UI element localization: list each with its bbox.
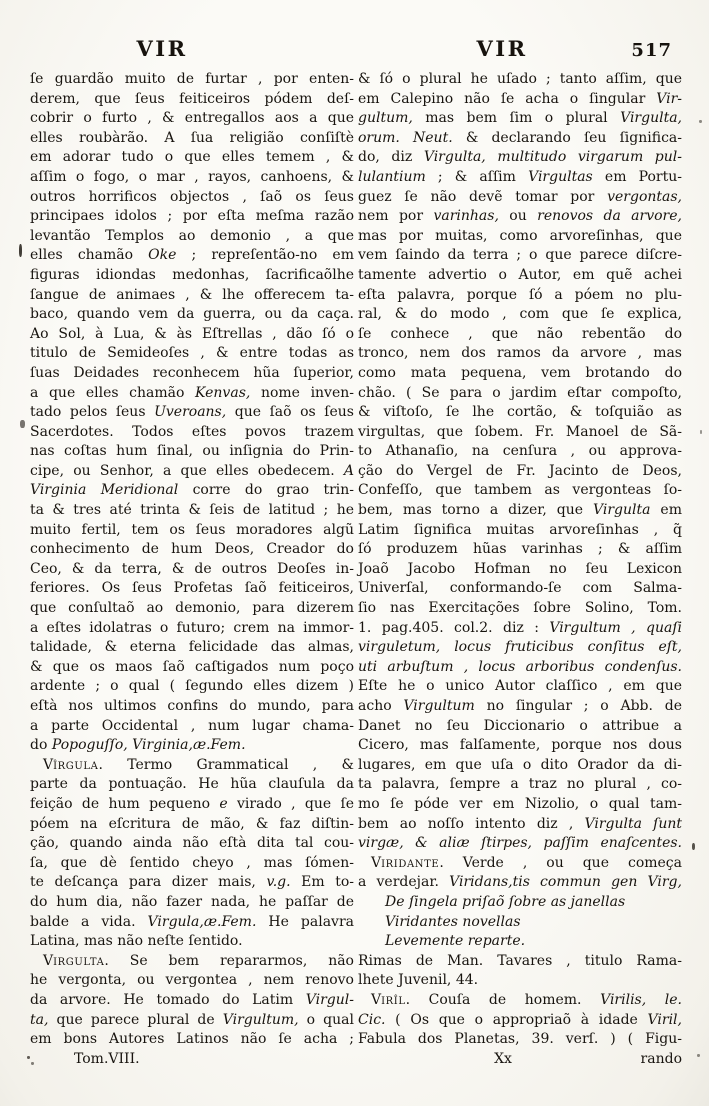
text-line: ſio nas Exercitações ſobre Solino, Tom. <box>358 600 682 617</box>
text-line: do, diz Virgulta, multitudo virgarum pul- <box>358 149 682 166</box>
text-line: Vîrgula. Termo Grammatical , & <box>43 756 354 773</box>
text-line: gultum, mas bem ſim o plural Virgulta, <box>358 110 682 127</box>
text-line: aſſim o fogo, o mar , rayos, canhoens, & <box>30 168 354 185</box>
text-line: muito fertil, tem os ſeus moradores algũ <box>30 521 354 538</box>
text-line: Eſte he o unico Autor claſſico , em que <box>358 678 682 695</box>
page-number: 517 <box>631 40 672 61</box>
text-line: chão. ( Se para o jardim eſtar compoſto, <box>358 384 682 401</box>
text-line: lhete Juvenil, 44. <box>358 972 479 989</box>
text-line: Latina, mas não neſte ſentido. <box>30 933 243 950</box>
text-line: a parte Occidental , num lugar chama- <box>30 717 354 734</box>
text-line: Sacerdotes. Todos eſtes povos trazem <box>30 423 354 440</box>
text-line: principaes idolos ; por eſta meſma razão <box>30 208 354 225</box>
text-line: parte da pontuação. He hũa clauſula da <box>30 776 354 793</box>
text-line: ta & tres até trinta & ſeis de latitud ; he <box>30 502 354 519</box>
text-line: levantão Templos ao demonio , a que <box>30 227 354 244</box>
catchword: rando <box>640 1050 682 1067</box>
text-line: Ao Sol, à Lua, & às Eſtrellas , dão ſó o <box>30 325 354 342</box>
text-line: cobrir o furto , & entregallos aos a que <box>30 110 354 127</box>
text-line: da arvore. He tomado do Latim Virgul- <box>30 991 354 1008</box>
right-column <box>358 70 682 1069</box>
text-line: uti arbuſtum , locus arboribus condenſus. <box>358 658 682 675</box>
text-line: mas por muitas, como arvoreſinhas, que <box>358 227 682 244</box>
text-line: ſe guardão muito de furtar , por enten- <box>30 71 354 87</box>
text-line: tronco, nem dos ramos da arvore , mas <box>358 345 682 362</box>
text-line: ſa, que dè ſentido cheyo , mas ſómen- <box>30 854 354 871</box>
text-line: elles roubàrão. A ſua religião conſiſtè <box>30 129 354 146</box>
running-title-left: VIR <box>136 36 188 61</box>
text-line: Ceo, & da terra, & de outros Deoſes in- <box>30 560 354 577</box>
text-line: 1. pag.405. col.2. diz : Virgultum , quaſi <box>358 619 682 636</box>
text-line: Confeſſo, que tambem as vergonteas ſo- <box>358 482 682 499</box>
text-line: Levemente reparte. <box>385 933 526 950</box>
text-line: nem por varinhas, ou renovos da arvore, <box>358 208 682 225</box>
text-line: Latim ſignifica muitas arvoreſinhas , q̃ <box>358 521 682 538</box>
gathering-signature: Xx <box>494 1050 512 1067</box>
text-line: lulantium ; & aſſim Virgultas em Portu- <box>358 168 682 185</box>
text-line: póem na eſcritura de mão, & faz diſtin- <box>30 815 354 832</box>
text-line: guez ſe não devẽ tomar por vergontas, <box>358 188 682 205</box>
text-line: em adorar tudo o que elles temem , & <box>30 149 354 166</box>
text-line: ſuas Deidades reconhecem hũa ſuperior, <box>30 364 354 381</box>
text-line: & ſó o plural he uſado ; tanto aſſim, que <box>358 71 682 87</box>
text-line: a eſtes idolatras o futuro; crem na immor- <box>30 619 354 636</box>
text-line: virgæ, & aliæ ſtirpes, paſſim enaſcentes. <box>358 835 682 852</box>
text-line: Joaõ Jacobo Hofman no ſeu Lexicon <box>358 560 682 577</box>
text-line: Viridante. Verde , ou que começa <box>371 854 682 871</box>
text-line: Virgulta. Se bem repararmos, não <box>43 952 354 969</box>
ink-speck <box>19 244 22 257</box>
text-line: em bons Autores Latinos não ſe acha ; <box>30 1031 354 1048</box>
text-line: bem ao noſſo intento diz , Virgulta ſunt <box>358 815 682 832</box>
text-line: ardente ; o qual ( ſegundo elles dizem ) <box>30 678 354 695</box>
text-line: Univerſal, conformando-ſe com Salma- <box>358 580 682 597</box>
text-line: tamente advertio o Autor, em quẽ achei <box>358 266 682 283</box>
text-line: Virîl. Couſa de homem. Virilis, le. <box>371 991 682 1008</box>
running-title-right: VIR <box>476 36 528 61</box>
text-line: em Calepino não ſe acha o ſingular Vir- <box>358 90 682 107</box>
text-line: orum. Neut. & declarando ſeu ſignifica- <box>358 129 682 146</box>
ink-speck <box>31 1062 34 1065</box>
text-line: a verdejar. Viridans,tis commun gen Virg, <box>358 874 682 891</box>
text-line: Virginia Meridional corre do grao trin- <box>30 482 355 499</box>
text-line: como mata pequena, vem brotando do <box>358 364 682 381</box>
text-line: & viſtoſo, ſe lhe cortão, & toſquião as <box>358 404 682 421</box>
text-line: do hum dia, não fazer nada, he paſſar de <box>30 893 354 910</box>
text-line: to Athanaſio, na cenſura , ou approva- <box>358 443 682 460</box>
text-line: baco, quando vem da guerra, ou da caça. <box>30 306 354 323</box>
text-line: acho Virgultum no ſingular ; o Abb. de <box>358 698 682 714</box>
signature-spacer <box>358 1050 494 1070</box>
text-line: ſó produzem hũas varinhas ; & aſſim <box>358 541 682 558</box>
text-line: Tom.VIII. <box>74 1050 140 1067</box>
text-line: feição de hum pequeno e virado , que ſe <box>30 795 354 812</box>
text-line: Rimas de Man. Tavares , titulo Rama- <box>358 952 682 969</box>
text-line: a que elles chamão Kenvas, nome inven- <box>30 384 354 401</box>
text-line: virgultas, que ſobem. Fr. Manoel de Sã- <box>358 423 682 440</box>
ink-speck <box>20 420 25 428</box>
text-line: ta, que parece plural de Virgultum, o qual <box>30 1011 354 1028</box>
ink-speck <box>27 1056 30 1059</box>
text-line: te deſcança para dizer mais, v.g. Em to- <box>30 874 354 891</box>
text-line: do Popoguſſo, Virginia,æ.Fem. <box>30 737 246 754</box>
text-line: ſangue de animaes , & lhe offerecem ta- <box>30 286 354 303</box>
text-line: Cic. ( Os que o appropriaõ à idade Viril, <box>358 1011 682 1028</box>
text-line: ta palavra, ſempre a traz no plural , co- <box>358 776 682 793</box>
text-line: ſe conhece , que não rebentão do <box>358 325 682 342</box>
ink-speck <box>692 843 695 850</box>
text-line: vem ſaindo da terra ; o que parece diſcre- <box>358 247 682 264</box>
text-line: ral, & do modo , com que ſe explica, <box>358 306 682 323</box>
text-line: conhecimento de hum Deos, Creador do <box>30 541 354 558</box>
text-line: talidade, & eterna felicidade das almas, <box>30 639 354 656</box>
text-line: eſta palavra, porque ſó a póem no plu- <box>358 286 682 303</box>
signature-line <box>358 1050 682 1070</box>
text-line: balde a vida. Virgula,æ.Fem. He palavra <box>30 913 354 930</box>
text-line: derem, que ſeus feiticeiros pódem deſ- <box>30 90 354 107</box>
text-line: eſtà nos ultimos confins do mundo, para <box>30 698 354 714</box>
left-column <box>30 70 354 1069</box>
text-line: he vergonta, ou vergontea , nem renovo <box>30 972 354 989</box>
text-line: cipe, ou Senhor, a que elles obedecem. A <box>30 462 354 479</box>
text-line: titulo de Semideoſes , & entre todas as <box>30 345 354 362</box>
text-line: tado pelos ſeus Uveroans, que ſaõ os ſeus <box>30 404 354 421</box>
text-line: outros horrificos objectos , ſaõ os ſeus <box>30 188 354 205</box>
text-line: figuras idiondas medonhas, ſacrificaõlhe <box>30 266 354 283</box>
ink-speck <box>699 120 702 123</box>
text-line: nas coſtas hum ſinal, ou inſignia do Prin- <box>30 443 354 460</box>
text-line: mo ſe póde ver em Nizolio, o qual tam- <box>358 795 682 812</box>
ink-speck <box>697 1054 700 1057</box>
text-line: lugares, em que uſa o dito Orador da di- <box>358 756 682 773</box>
text-line: Cicero, mas falſamente, porque nos dous <box>358 737 682 754</box>
text-line: feriores. Os ſeus Profetas ſaõ feiticeiros, <box>30 580 354 597</box>
text-line: elles chamão Oke ; repreſentão-no em <box>30 247 354 264</box>
text-line: Fabula dos Planetas, 39. verſ. ) ( Figu- <box>358 1031 682 1048</box>
text-line: ção, quando ainda não eſtà dita tal cou- <box>30 835 354 852</box>
text-line: Viridantes novellas <box>385 913 521 930</box>
text-line: virguletum, locus fruticibus conſitus eſt, <box>358 639 682 656</box>
text-line: Danet no ſeu Diccionario o attribue a <box>358 717 682 734</box>
text-line: De ſingela priſaõ ſobre as janellas <box>385 893 626 910</box>
text-line: bem, mas torno a dizer, que Virgulta em <box>358 502 682 519</box>
ink-speck <box>700 430 702 434</box>
text-line: & que os maos ſaõ caſtigados num poço <box>30 658 354 675</box>
text-line: que conſultaõ ao demonio, para dizerem <box>30 600 354 617</box>
text-line: ção do Vergel de Fr. Jacinto de Deos, <box>358 462 682 479</box>
